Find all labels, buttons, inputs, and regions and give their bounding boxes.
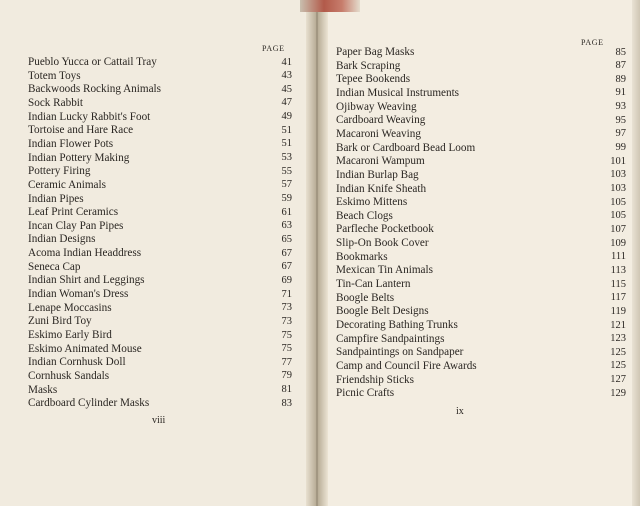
toc-entry-page-number: 123 — [610, 333, 626, 345]
toc-entry-title: Totem Toys — [28, 69, 81, 82]
toc-entry-page-number: 97 — [615, 128, 626, 140]
toc-entry-page-number: 93 — [615, 101, 626, 113]
toc-entry-title: Leaf Print Ceramics — [28, 206, 119, 219]
toc-entry-title: Cardboard Weaving — [336, 114, 426, 127]
toc-entry-page-number: 81 — [281, 384, 292, 396]
toc-entry-title: Sandpaintings on Sandpaper — [336, 346, 464, 359]
toc-entry-page-number: 75 — [281, 343, 292, 355]
page-column-header: PAGE — [262, 44, 285, 53]
toc-entry-title: Bookmarks — [336, 250, 388, 263]
toc-entry-title: Masks — [28, 383, 58, 396]
page-column-header: PAGE — [581, 38, 604, 47]
toc-entry-page-number: 51 — [281, 138, 292, 150]
toc-entry-title: Indian Lucky Rabbit's Foot — [28, 110, 151, 123]
toc-entry-page-number: 73 — [281, 302, 292, 314]
toc-entry-title: Acoma Indian Headdress — [28, 247, 142, 260]
toc-entry-page-number: 111 — [611, 251, 626, 263]
toc-entry-page-number: 99 — [615, 142, 626, 154]
toc-entry-page-number: 89 — [615, 73, 626, 85]
toc-entry-page-number: 53 — [281, 152, 292, 164]
toc-entry-title: Sock Rabbit — [28, 96, 84, 109]
toc-entry-title: Campfire Sandpaintings — [336, 332, 445, 345]
toc-entry-page-number: 43 — [281, 70, 292, 82]
toc-entry-page-number: 61 — [281, 206, 292, 218]
toc-entry-title: Indian Knife Sheath — [336, 182, 427, 195]
toc-entry-title: Boogle Belt Designs — [336, 305, 429, 318]
toc-entry-page-number: 115 — [610, 278, 626, 290]
toc-entry-title: Indian Flower Pots — [28, 137, 114, 150]
toc-entry-page-number: 77 — [281, 356, 292, 368]
toc-entry-page-number: 63 — [281, 220, 292, 232]
toc-entry-page-number: 75 — [281, 329, 292, 341]
toc-entry-title: Lenape Moccasins — [28, 301, 112, 314]
page-folio: ix — [456, 406, 464, 417]
toc-entry-page-number: 117 — [610, 292, 626, 304]
toc-entry-title: Tortoise and Hare Race — [28, 124, 134, 137]
toc-entry-title: Pottery Firing — [28, 165, 91, 178]
toc-entry-page-number: 125 — [610, 360, 626, 372]
toc-entry — [336, 385, 626, 402]
toc-entry-title: Tepee Bookends — [336, 73, 411, 86]
toc-entry-title: Eskimo Animated Mouse — [28, 342, 142, 355]
toc-entry-page-number: 103 — [610, 169, 626, 181]
toc-entry-title: Boogle Belts — [336, 291, 395, 304]
toc-entry-page-number: 87 — [615, 60, 626, 72]
toc-entry-title: Cardboard Cylinder Masks — [28, 397, 150, 410]
toc-entry-title: Zuni Bird Toy — [28, 315, 92, 328]
book-spine-edge — [300, 0, 360, 12]
toc-entry-title: Ceramic Animals — [28, 178, 106, 191]
toc-entry-title: Seneca Cap — [28, 260, 81, 273]
toc-entry-page-number: 101 — [610, 155, 626, 167]
toc-entry-page-number: 69 — [281, 274, 292, 286]
toc-entry — [28, 395, 292, 412]
left-page — [0, 0, 316, 506]
toc-entry-page-number: 85 — [615, 46, 626, 58]
toc-entry-page-number: 91 — [615, 87, 626, 99]
toc-entry-page-number: 57 — [281, 179, 292, 191]
toc-entry-title: Indian Musical Instruments — [336, 86, 460, 99]
toc-entry-page-number: 65 — [281, 233, 292, 245]
toc-entry-page-number: 121 — [610, 319, 626, 331]
toc-entry-page-number: 51 — [281, 124, 292, 136]
toc-entry-title: Picnic Crafts — [336, 387, 395, 400]
toc-entry-title: Ojibway Weaving — [336, 100, 417, 113]
toc-entry-title: Camp and Council Fire Awards — [336, 359, 477, 372]
toc-entry-page-number: 49 — [281, 111, 292, 123]
toc-entry-title: Indian Designs — [28, 233, 96, 246]
toc-entry-title: Indian Pipes — [28, 192, 84, 205]
toc-entry-title: Indian Burlap Bag — [336, 168, 419, 181]
toc-entry-title: Friendship Sticks — [336, 373, 415, 386]
toc-entry-page-number: 45 — [281, 83, 292, 95]
toc-entry-page-number: 105 — [610, 196, 626, 208]
toc-entry-page-number: 105 — [610, 210, 626, 222]
toc-entry-title: Beach Clogs — [336, 209, 393, 222]
toc-entry-title: Macaroni Weaving — [336, 127, 421, 140]
toc-entry-page-number: 55 — [281, 165, 292, 177]
toc-entry-page-number: 125 — [610, 346, 626, 358]
right-page — [320, 0, 640, 506]
toc-entry-page-number: 127 — [610, 374, 626, 386]
toc-entry-title: Pueblo Yucca or Cattail Tray — [28, 56, 157, 68]
toc-entry-title: Indian Pottery Making — [28, 151, 130, 164]
toc-entry-title: Tin-Can Lantern — [336, 278, 411, 291]
toc-entry-page-number: 107 — [610, 223, 626, 235]
toc-entry-title: Indian Woman's Dress — [28, 288, 129, 301]
toc-entry-page-number: 113 — [610, 264, 626, 276]
toc-entry-title: Cornhusk Sandals — [28, 369, 110, 382]
toc-entry-title: Slip-On Book Cover — [336, 237, 429, 250]
toc-entry-title: Paper Bag Masks — [336, 46, 415, 58]
toc-entry-page-number: 71 — [281, 288, 292, 300]
toc-entry-page-number: 41 — [281, 56, 292, 68]
toc-entry-page-number: 119 — [610, 305, 626, 317]
toc-entry-page-number: 59 — [281, 193, 292, 204]
toc-entry-title: Parfleche Pocketbook — [336, 223, 434, 236]
toc-entry-page-number: 109 — [610, 237, 626, 249]
toc-entry-title: Incan Clay Pan Pipes — [28, 219, 124, 232]
toc-entry-page-number: 95 — [615, 114, 626, 126]
toc-entry-title: Indian Cornhusk Doll — [28, 356, 126, 369]
toc-entry-title: Bark or Cardboard Bead Loom — [336, 141, 476, 154]
book-gutter — [306, 0, 328, 506]
toc-entry-title: Mexican Tin Animals — [336, 264, 433, 277]
toc-entry-title: Bark Scraping — [336, 59, 401, 72]
toc-entry-page-number: 67 — [281, 247, 292, 259]
toc-entry-page-number: 79 — [281, 370, 292, 382]
toc-entry-title: Eskimo Mittens — [336, 196, 408, 209]
toc-entry-page-number: 73 — [281, 315, 292, 327]
toc-entry-page-number: 129 — [610, 387, 626, 399]
toc-entry-title: Macaroni Wampum — [336, 155, 425, 168]
toc-entry-title: Decorating Bathing Trunks — [336, 319, 458, 331]
page-folio: viii — [152, 415, 166, 426]
toc-entry-page-number: 83 — [281, 397, 292, 409]
toc-entry-page-number: 67 — [281, 261, 292, 273]
page-edge-shadow — [632, 0, 640, 506]
toc-entry-page-number: 47 — [281, 97, 292, 109]
toc-entry-title: Eskimo Early Bird — [28, 329, 112, 341]
toc-entry-title: Indian Shirt and Leggings — [28, 274, 145, 287]
toc-entry-page-number: 103 — [610, 183, 626, 194]
toc-entry-title: Backwoods Rocking Animals — [28, 83, 161, 96]
